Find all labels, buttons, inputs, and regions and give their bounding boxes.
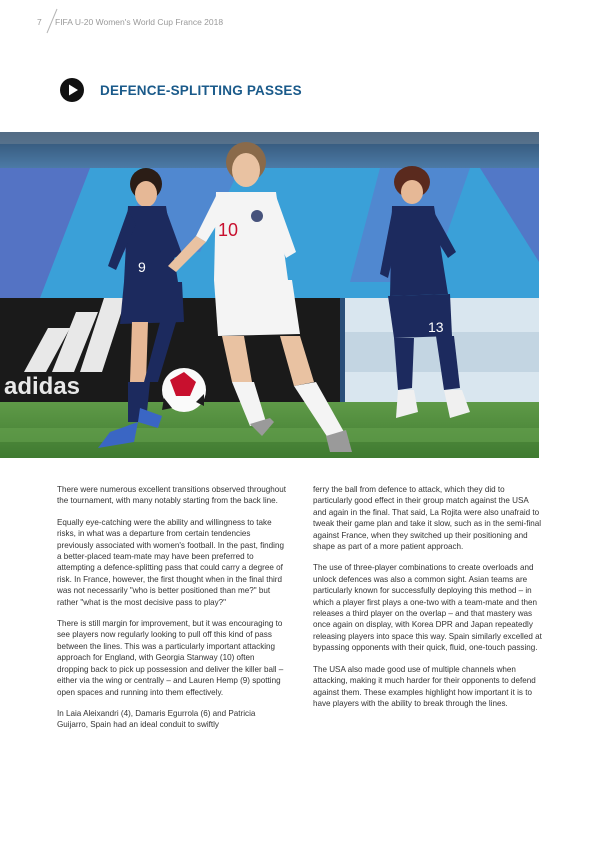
page-number: 7	[37, 17, 42, 27]
section-title: DEFENCE-SPLITTING PASSES	[100, 83, 302, 98]
running-header	[33, 8, 333, 32]
publication-title: FIFA U-20 Women's World Cup France 2018	[55, 17, 224, 27]
paragraph: In Laia Aleixandri (4), Damaris Egurrola (6) and Patricia Guijarro, Spain had an ideal conduit to swiftly	[57, 708, 256, 730]
player-number-13: 13	[428, 319, 444, 335]
match-photo	[0, 132, 539, 458]
paragraph: Equally eye-catching were the ability and willingness to take risks, in what was a departure from certain tendencies previously associated with women's football. In the past, finding a better-placed team-mate may have been preferred to attempting a defence-splitting pass that could carry a degree of risk. In France, however, the first thought when in the final third was not necessarily "who is better positioned than me?" but rather "what is the most decisive pass to play?"	[57, 517, 284, 607]
right-column	[313, 484, 543, 719]
ball-icon	[162, 368, 206, 412]
left-column	[57, 484, 287, 741]
paragraph: The USA also made good use of multiple channels when attacking, making it much harder for their opponents to defend against them. These examples highlight how important it is to have players with the ability to break through the lines.	[313, 664, 536, 708]
paragraph: There were numerous excellent transitions observed throughout the tournament, with many notably starting from the back line.	[57, 485, 287, 506]
paragraph: There is still margin for improvement, but it was encouraging to see players now regularly looking to pull off this kind of pass between the lines. This was a particularly important attacking approach for England, with Georgia Stanway (10) often dropping back to pick up possession and deliver the killer ball – either via the wing or centrally – and Lauren Hemp (9) spotting open spaces and running into them effectively.	[57, 619, 284, 697]
paragraph: The use of three-player combinations to create overloads and unlock defences was also a common sight. Asian teams are particularly known for successfully deploying this method – in which a player first plays a one-two with a team-mate and then releases a third player on the overlap – and that mastery was once again on display, with Korea DPR and Japan repeatedly releasing players into space this way. Spain similarly excelled at bypassing opponents with their quick, fluid, one-touch passing.	[313, 563, 542, 653]
player-number-10: 10	[218, 220, 239, 240]
play-icon	[60, 78, 84, 102]
player-number-9: 9	[138, 259, 146, 275]
section-heading	[60, 78, 460, 102]
paragraph: ferry the ball from defence to attack, which they did to particularly good effect in their group match against the USA and again in the final. That said, La Rojita were also unafraid to tweak their game plan and take it slow, such as in the semi-final against France, when they switched up their positioning and shape as part of a more patient approach.	[313, 485, 542, 552]
banner-text: adidas	[4, 373, 81, 400]
